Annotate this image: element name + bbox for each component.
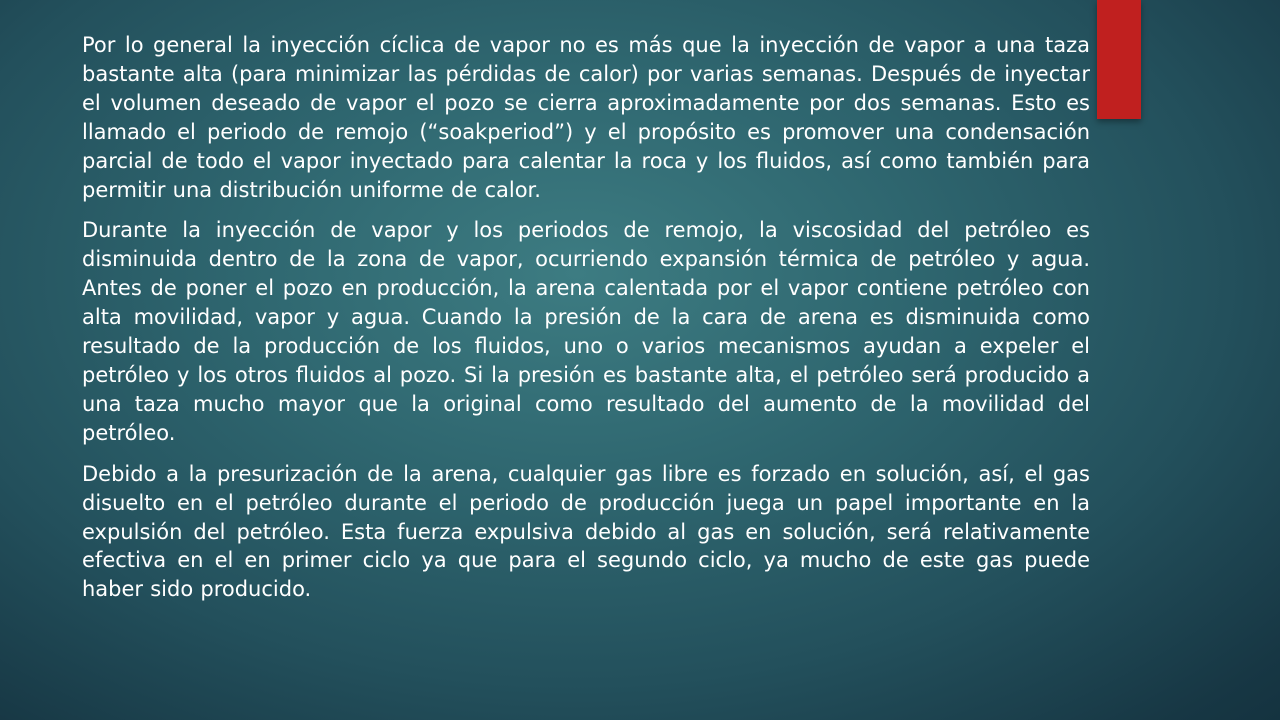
paragraph-soak-period: Durante la inyección de vapor y los periodos de remojo, la viscosidad del petróleo es disminuida dentro de la zona de vapor, ocurriendo expansión térmica de petróleo y agua. Antes de poner el pozo en producción, la arena calentada por el vapor contiene petróleo con alta movilidad, vapor y agua. Cuando la presión de la cara de arena es disminuida como resultado de la producción de los fluidos, uno o varios mecanismos ayudan a expeler el petróleo y los otros fluidos al pozo. Si la presión es bastante alta, el petróleo será producido a una taza mucho mayor que la original como resultado del aumento de la movilidad del petróleo.: [82, 218, 1090, 445]
paragraph-cyclic-steam: Por lo general la inyección cíclica de vapor no es más que la inyección de vapor a una taza bastante alta (para minimizar las pérdidas de calor) por varias semanas. Después de inyectar el volumen deseado de vapor el pozo se cierra aproximadamente por dos semanas. Esto es llamado el periodo de remojo (“soakperiod”) y el propósito es promover una condensación parcial de todo el vapor inyectado para calentar la roca y los fluidos, así como también para permitir una distribución uniforme de calor.: [82, 33, 1090, 202]
slide-body: [82, 31, 1090, 616]
accent-tab: [1097, 0, 1141, 119]
paragraph-gas-pressurization: Debido a la presurización de la arena, cualquier gas libre es forzado en solución, así, el gas disuelto en el petróleo durante el periodo de producción juega un papel importante en la expulsión del petróleo. Esta fuerza expulsiva debido al gas en solución, será relativamente efectiva en el en primer ciclo ya que para el segundo ciclo, ya mucho de este gas puede haber sido producido.: [82, 461, 1090, 602]
